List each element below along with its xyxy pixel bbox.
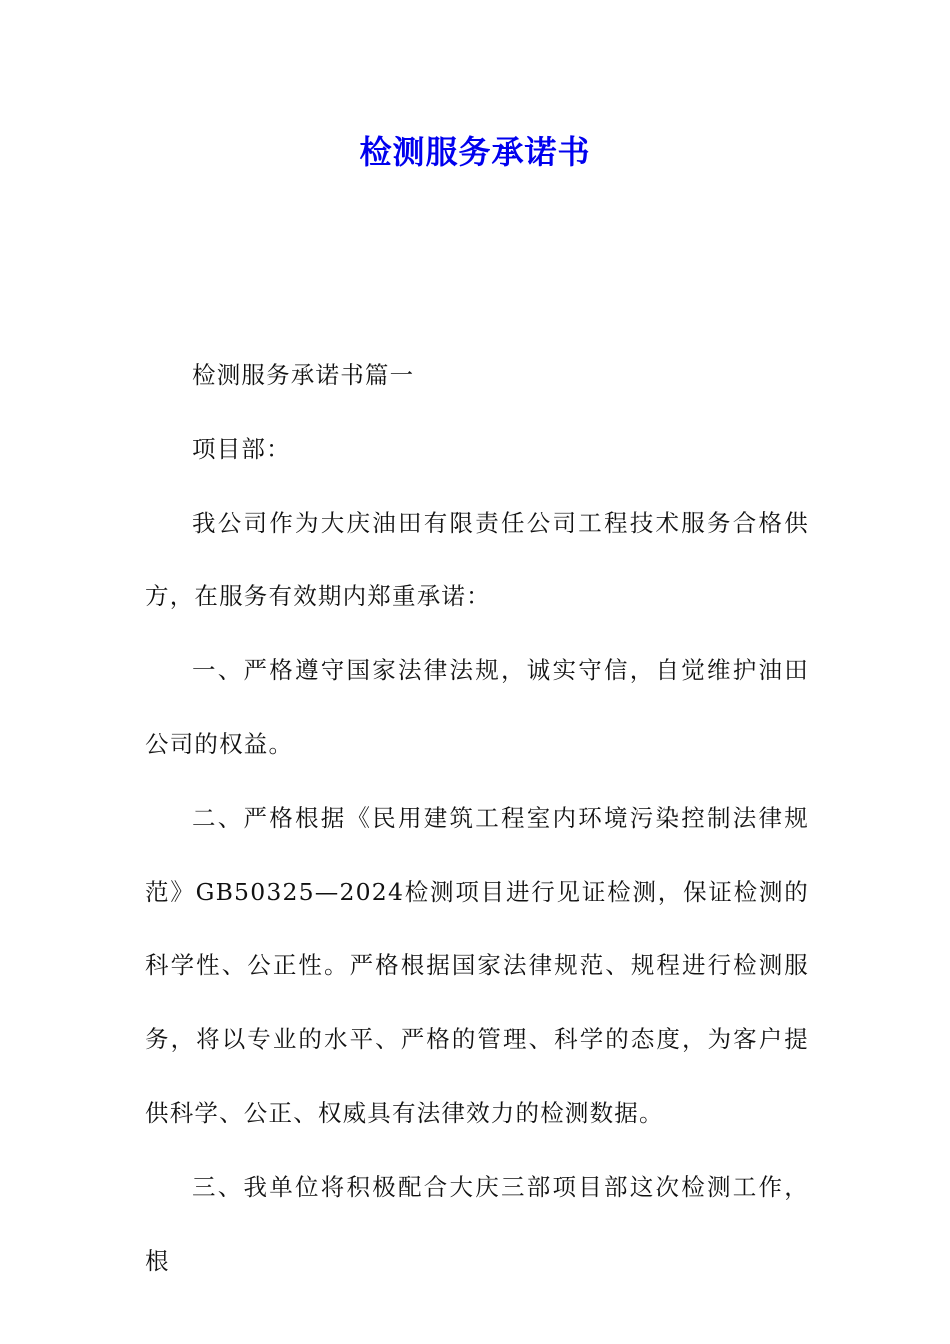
document-body <box>145 339 809 1298</box>
document-title: 检测服务承诺书 <box>359 133 591 171</box>
paragraph-commitment-3: 三、我单位将积极配合大庆三部项目部这次检测工作，根 <box>145 1172 809 1275</box>
paragraph-intro: 我公司作为大庆油田有限责任公司工程技术服务合格供方，在服务有效期内郑重承诺： <box>145 508 809 611</box>
paragraph-section-heading: 检测服务承诺书篇一 <box>192 361 415 389</box>
paragraph-addressee: 项目部： <box>192 434 291 463</box>
paragraph-commitment-1: 一、严格遵守国家法律法规，诚实守信，自觉维护油田公司的权益。 <box>145 656 809 758</box>
paragraph-commitment-2: 二、严格根据《民用建筑工程室内环境污染控制法律规范》GB50325—2024检测项目进行见证检测，保证检测的科学性、公正性。严格根据国家法律规范、规程进行检测服务，将以专业的水平、严格的管理、科学的态度，为客户提供科学、公正、权威具有法律效力的检测数据。 <box>145 803 809 1127</box>
